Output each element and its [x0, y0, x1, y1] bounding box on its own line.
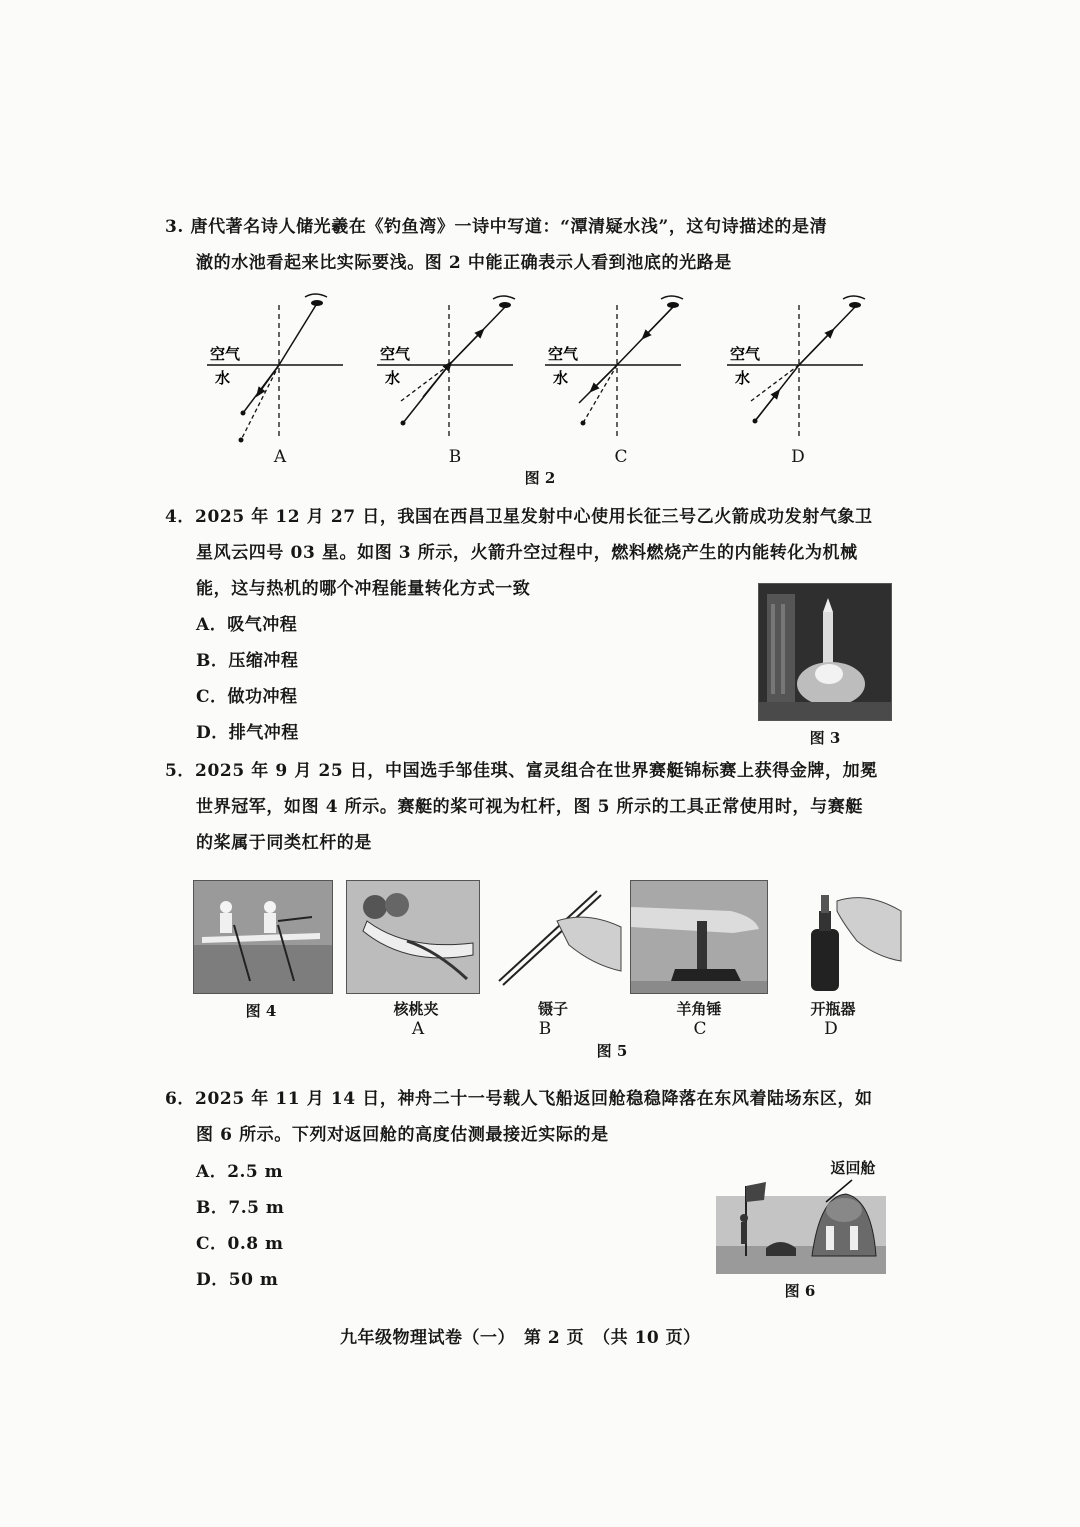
page-footer: 九年级物理试卷（一） 第 2 页 （共 10 页）	[340, 1328, 701, 1348]
option-label-d: D	[791, 447, 805, 467]
air-label: 空气	[730, 345, 761, 363]
water-label: 水	[215, 369, 231, 387]
tool-d-letter: D	[824, 1019, 838, 1039]
q4-stem-line2: 星风云四号 03 星。如图 3 所示，火箭升空过程中，燃料燃烧产生的内能转化为机械	[196, 543, 858, 563]
air-label: 空气	[548, 345, 579, 363]
q6-option-d: D．50 m	[196, 1270, 279, 1290]
figure-3-caption: 图 3	[809, 729, 841, 747]
water-label: 水	[385, 369, 401, 387]
q3-stem-line2: 澈的水池看起来比实际要浅。图 2 中能正确表示人看到池底的光路是	[196, 253, 732, 273]
air-label: 空气	[210, 345, 241, 363]
tool-b-letter: B	[538, 1019, 552, 1039]
tool-a-letter: A	[411, 1019, 425, 1039]
eye-icon	[305, 294, 327, 306]
option-label-c: C	[614, 447, 628, 467]
eye-icon	[661, 296, 683, 308]
q6-stem-line1: 6．2025 年 11 月 14 日，神舟二十一号载人飞船返回舱稳稳降落在东风着陆场东区，如	[165, 1089, 873, 1109]
q4-option-b: B．压缩冲程	[196, 651, 299, 671]
diagram-b	[377, 296, 515, 437]
option-label-a: A	[273, 447, 287, 467]
diagram-a	[207, 294, 343, 443]
q4-stem-line3: 能，这与热机的哪个冲程能量转化方式一致	[196, 579, 531, 599]
q5-stem-line1: 5．2025 年 9 月 25 日，中国选手邹佳琪、富灵组合在世界赛艇锦标赛上获得金牌，加冕	[165, 761, 878, 781]
q6-option-b: B．7.5 m	[196, 1198, 285, 1218]
capsule-label: 返回舱	[830, 1159, 876, 1177]
q5-stem-line2: 世界冠军，如图 4 所示。赛艇的桨可视为杠杆，图 5 所示的工具正常使用时，与赛艇	[196, 797, 863, 817]
figure-5-caption: 图 5	[596, 1042, 628, 1060]
air-label: 空气	[380, 345, 411, 363]
tool-b-name: 镊子	[537, 1000, 568, 1018]
figure-2-caption: 图 2	[524, 469, 556, 487]
q5-stem-line3: 的桨属于同类杠杆的是	[196, 833, 372, 853]
diagram-d	[727, 296, 865, 437]
figure-6-caption: 图 6	[784, 1282, 816, 1300]
figure-3-rocket-photo	[758, 583, 892, 721]
tool-c-letter: C	[693, 1019, 707, 1039]
q6-option-a: A．2.5 m	[196, 1162, 284, 1182]
q4-option-c: C．做功冲程	[196, 687, 298, 707]
tool-b-tweezers-photo	[496, 880, 624, 994]
diagram-c	[545, 296, 683, 437]
eye-icon	[493, 296, 515, 308]
tool-c-name: 羊角锤	[676, 1000, 722, 1018]
q4-option-d: D．排气冲程	[196, 723, 299, 743]
option-label-b: B	[448, 447, 462, 467]
tool-d-name: 开瓶器	[810, 1000, 856, 1018]
q4-option-a: A．吸气冲程	[196, 615, 298, 635]
tool-d-bottle-opener-photo	[796, 880, 906, 994]
tool-a-name: 核桃夹	[393, 1000, 439, 1018]
eye-icon	[843, 296, 865, 308]
water-label: 水	[735, 369, 751, 387]
figure-4-rowing-photo	[193, 880, 333, 994]
figure-4-caption: 图 4	[245, 1002, 277, 1020]
q6-stem-line2: 图 6 所示。下列对返回舱的高度估测最接近实际的是	[196, 1125, 609, 1145]
q6-option-c: C．0.8 m	[196, 1234, 284, 1254]
water-label: 水	[553, 369, 569, 387]
q3-stem-line1: 3. 唐代著名诗人储光羲在《钓鱼湾》一诗中写道：“潭清疑水浅”，这句诗描述的是清	[165, 217, 828, 237]
tool-c-claw-hammer-photo	[630, 880, 768, 994]
tool-a-walnut-cracker-photo	[346, 880, 480, 994]
q4-stem-line1: 4．2025 年 12 月 27 日，我国在西昌卫星发射中心使用长征三号乙火箭成功发射气象卫	[165, 507, 873, 527]
